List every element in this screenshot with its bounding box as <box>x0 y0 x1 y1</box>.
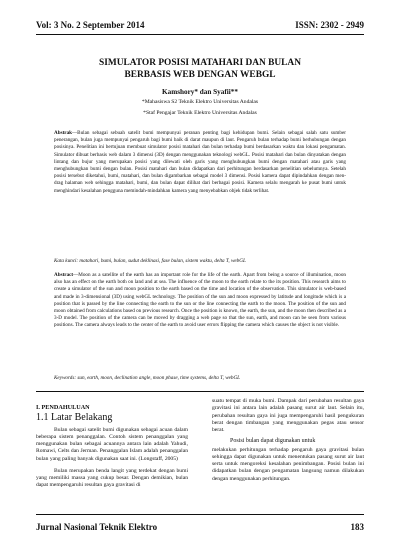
paragraph: suatu tempat di muka bumi. Dampak dari perubahan resultan gaya gravitasi ini antara lain adalah pasang surut air laut. Selain itu, perubahan resultan gaya ini juga mempengaruhi hasil pengukuran berat dengan timbangan yang menggunakan pegas atau sensor berat. <box>212 398 364 433</box>
running-footer <box>36 522 364 532</box>
keywords: Keywords: sun, earth, moon, declination angle, moon phase, time systems, delta T, webGL <box>54 375 241 381</box>
abstrak-label: Abstrak <box>54 130 72 136</box>
affiliation-2: *Staf Pengajar Teknik Elektro Universitas Andalas <box>143 110 257 116</box>
right-column <box>212 398 364 483</box>
title-line-2: BERBASIS WEB DENGAN WEBGL <box>124 69 276 80</box>
paragraph: Bulan merupakan benda langit yang terdekat dengan bumi yang memiliki massa yang cukup besar. Dengan demikian, bulan dapat mempengaruhi resultan gaya gravitasi di <box>36 467 188 489</box>
volume-info: Vol: 3 No. 2 September 2014 <box>36 20 145 30</box>
author-list: Kamshory* dan Syafii** <box>162 88 238 96</box>
issn: ISSN: 2302 - 2949 <box>295 20 364 30</box>
paragraph-lead: Posisi bulan dapat digunakan untuk <box>230 438 316 445</box>
paper-title <box>36 58 364 81</box>
abstract-block <box>54 272 346 330</box>
page-number: 183 <box>350 522 364 532</box>
abstrak-text: —Bulan sebagai sebuah satelit bumi mempunyai peranan penting bagi kehidupan bumi. Selain sebagai salah satu sumber penerangan, bulan juga mempunyai pengaruh bagi bumi baik di darat maupun di laut. Pengaruh bulan terhadap bumi berhubungan dengan posisinya. Penelitian ini bertujuan membuat simulator posisi matahari dan bulan terhadap bumi berdasarkan waktu dan lokasi pengamatan. Simulator dibuat berbasis web dalam 3 dimensi (3D) dengan menggunakan teknologi webGL. Posisi matahari dan bulan dinyatakan dengan lintang dan bujur yang merupakan posisi yang dilewati oleh garis yang menghubungkan bumi dengan matahari atau garis yang menghubungkan bumi dengan bulan. Posisi matahari dan bulan didapatkan dari perhitungan berdasarkan penelitian sebelumnya. Setelah posisi tersebut diketahui, bumi, matahari, dan bulan digambarkan sebagai model 3 dimensi. Posisi kamera dapat dipindahkan dengan men-drag halaman web sehingga matahari, bumi, dan bulan dapat dilihat dari berbagai posisi. Kamera selalu mengarah ke pusat bumi untuk menghindari kesalahan pengguna memindah-mindahkan kamera yang menyebabkan objek tidak terlihat. <box>54 130 346 194</box>
abstract-text: —Moon as a satellite of the earth has an important role for the life of the earth. Apart from being a source of illumination, moon also has an effect on the earth both on land and at sea. The influence of the moon to the earth relate to the its position. This research aims to create a simulator of the sun and moon position to the earth based on the time and location of the observation. This simulator is web-based and made in 3-dimensional (3D) using webGL technology. The position of the sun and moon expressed by latitude and longitude which is a position that is passed by the line connecting the earth to the sun or the line connecting the earth to the moon. The position of the sun and moon obtained from calculations based on previous research. Once the position is known, the earth, the sun, and the moon then described as a 3-D model. The position of the camera can be moved by dragging a web page so that the sun, earth, and moon can be seen from various positions. The camera always leads to the center of the earth to avoid user errors flipping the camera which causes the object is not visible. <box>54 272 346 329</box>
section-rule <box>36 391 364 392</box>
paragraph: Bulan sebagai satelit bumi digunakan sebagai acuan dalam beberapa sistem penanggalan. Contoh sistem penanggalan yang menggunakan bulan sebagai acuannya antara lain adalah Yahudi, Romawi, Celts dan Jerman. Penanggalan Islam adalah penanggalan bulan yang paling banyak digunakan saat ini. (Longstaff, 2005) <box>36 426 188 462</box>
kata-kunci: Kata kunci: matahari, bumi, bulan, sudut deklinasi, fase bulan, sistem waktu, delta T, webGL <box>54 258 246 264</box>
paragraph: melakukan perhitungan terhadap pengaruh gaya gravitasi bulan sehingga dapat digunakan untuk menentukan pasang surut air laut serta untuk mengoreksi kesalahan penimbangan. Posisi bulan ini didapatkan bulan dengan pengamatan langsung namun dilakukan dengan menggunakan perhitungan. <box>212 446 364 482</box>
section-heading: I. PENDAHULUAN <box>36 404 90 411</box>
abstrak-block <box>54 130 346 195</box>
header-rule <box>36 34 364 35</box>
affiliation-1: *Mahasiswa S2 Teknik Elektro Universitas Andalas <box>141 99 259 105</box>
left-column <box>36 398 188 490</box>
journal-name: Jurnal Nasional Teknik Elektro <box>36 522 158 532</box>
running-header <box>36 20 364 30</box>
title-line-1: SIMULATOR POSISI MATAHARI DAN BULAN <box>99 58 301 68</box>
abstract-label: Abstract <box>54 272 74 278</box>
subsection-heading: 1.1 Latar Belakang <box>36 412 113 424</box>
footer-rule <box>36 514 364 515</box>
